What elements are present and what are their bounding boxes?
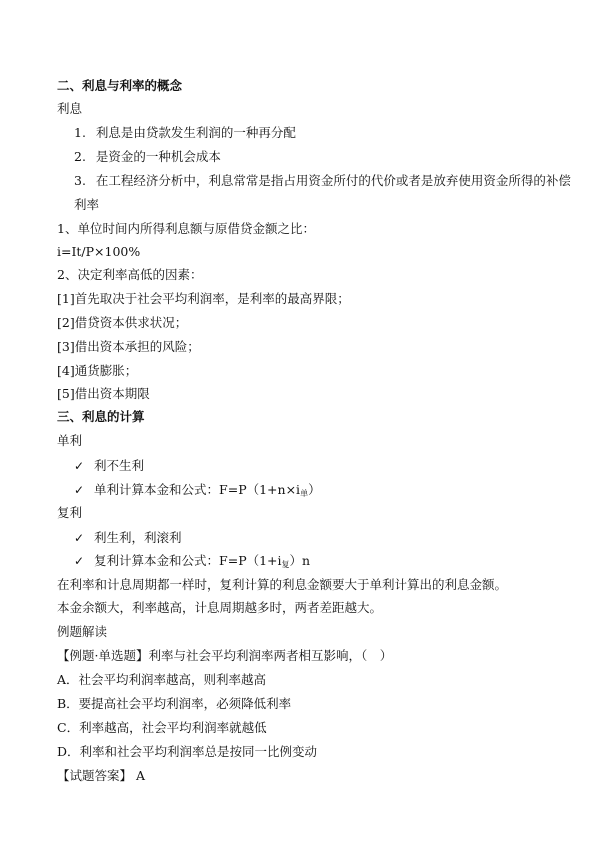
check-icon: ✓ — [74, 459, 85, 473]
example-title: 例题解读 — [57, 624, 108, 639]
option-a: A．社会平均利润率越高，则利率越高 — [57, 672, 267, 687]
option-b: B．要提高社会平均利润率，必须降低利率 — [57, 696, 292, 711]
list-text: 单利计算本金和公式：F=P（1+n×i — [94, 482, 301, 497]
paragraph: 本金余额大，利率越高，计息周期越多时，两者差距越大。 — [57, 600, 383, 615]
list-text-tail: ） — [308, 482, 321, 497]
factor-item: [3]借出资本承担的风险； — [57, 339, 200, 354]
check-icon: ✓ — [74, 483, 85, 497]
list-item — [74, 553, 310, 571]
subsection-title: 复利 — [57, 505, 83, 520]
subsection-title: 利息 — [57, 101, 83, 116]
list-item — [74, 482, 321, 500]
answer: 【试题答案】 A — [57, 768, 146, 783]
option-d: D．利率和社会平均利润率总是按同一比例变动 — [57, 744, 318, 759]
list-text: 利息是由贷款发生利润的一种再分配 — [95, 125, 296, 140]
list-text: 复利计算本金和公式：F=P（1+i — [94, 553, 282, 568]
factor-item: [4]通货膨胀； — [57, 363, 138, 378]
definition-line: 1、单位时间内所得利息额与原借贷金额之比： — [57, 221, 315, 236]
list-item — [74, 458, 144, 474]
subsection-title: 单利 — [57, 433, 83, 448]
subscript: 单 — [300, 489, 309, 498]
list-number: 1. — [74, 125, 86, 140]
list-item — [74, 530, 182, 546]
list-item — [74, 149, 221, 165]
question: 【例题·单选题】利率与社会平均利润率两者相互影响，（ ） — [57, 648, 393, 663]
list-item — [74, 173, 571, 189]
section-heading: 三、利息的计算 — [57, 409, 145, 424]
formula: i=It/P×100% — [57, 244, 141, 259]
check-icon: ✓ — [74, 554, 85, 568]
section-heading: 二、利息与利率的概念 — [57, 78, 183, 93]
list-text: 利不生利 — [94, 458, 145, 473]
list-text-tail: ）n — [289, 553, 311, 568]
factor-item: [2]借贷资本供求状况； — [57, 315, 188, 330]
factors-title: 2、决定利率高低的因素： — [57, 267, 203, 282]
paragraph: 在利率和计息周期都一样时，复利计算的利息金额要大于单利计算出的利息金额。 — [57, 577, 508, 592]
factor-item: [1]首先取决于社会平均利润率，是利率的最高界限； — [57, 291, 350, 306]
check-icon: ✓ — [74, 531, 85, 545]
subsection-title: 利率 — [74, 197, 100, 212]
list-text: 是资金的一种机会成本 — [95, 149, 221, 164]
list-text: 在工程经济分析中，利息常常是指占用资金所付的代价或者是放弃使用资金所得的补偿 — [95, 173, 571, 188]
option-c: C．利率越高，社会平均利润率就越低 — [57, 720, 267, 735]
list-text: 利生利，利滚利 — [94, 530, 182, 545]
factor-item: [5]借出资本期限 — [57, 386, 150, 401]
list-number: 3. — [74, 173, 86, 188]
list-item — [74, 125, 296, 141]
list-number: 2. — [74, 149, 86, 164]
subscript: 复 — [281, 560, 290, 569]
